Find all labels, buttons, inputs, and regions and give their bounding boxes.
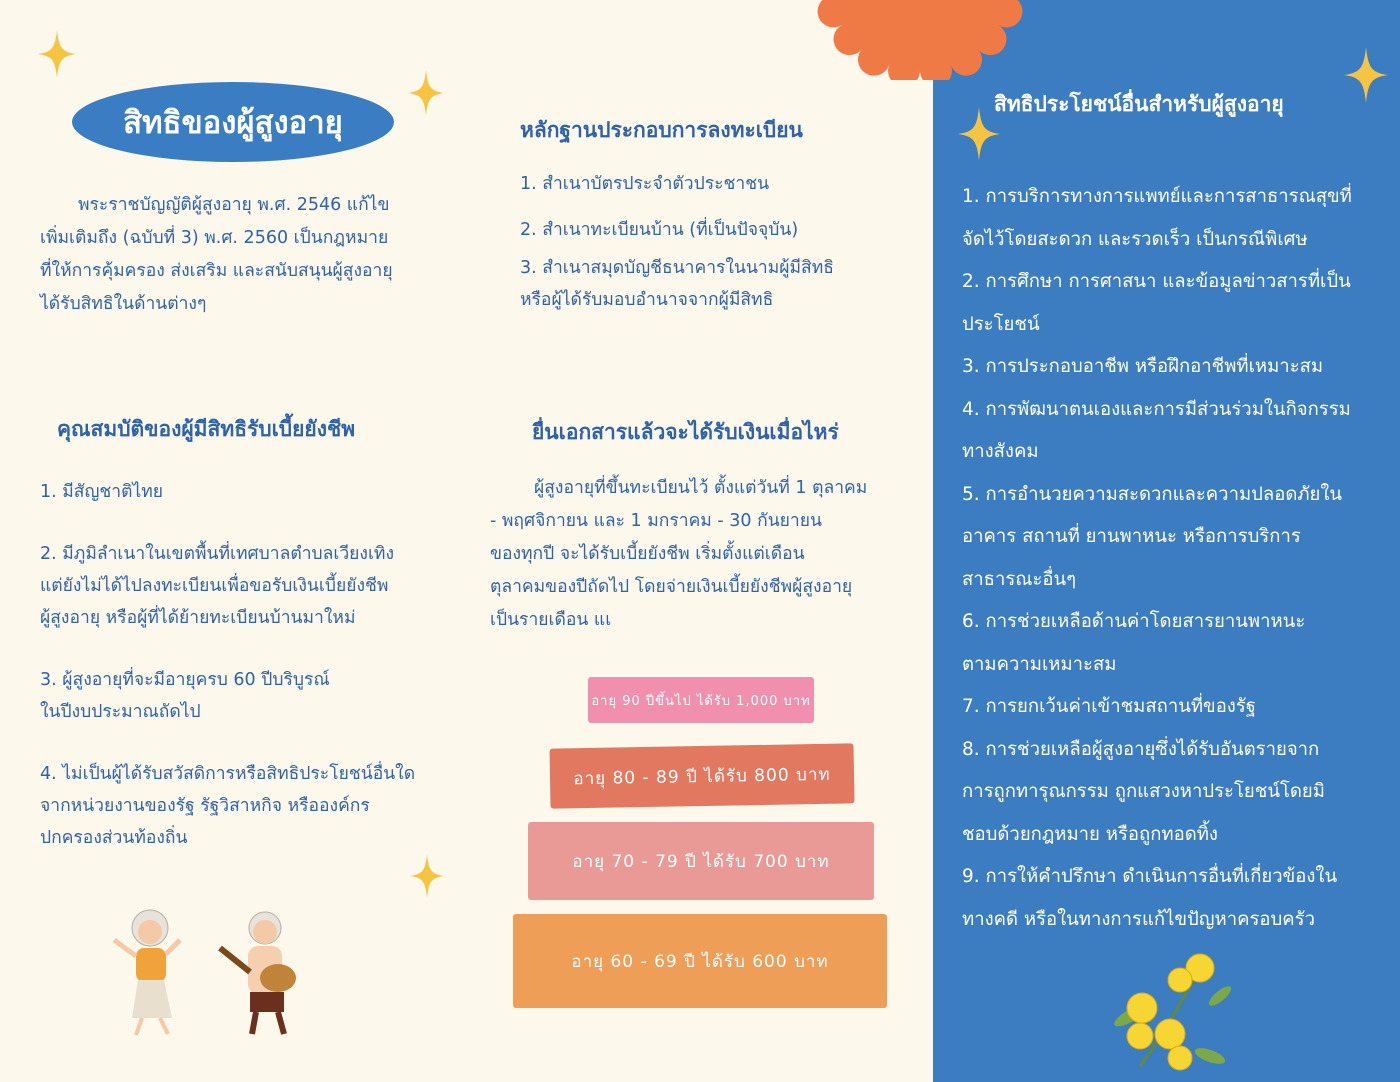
sun-decoration — [800, 0, 1040, 80]
list-item — [40, 538, 450, 634]
list-item-line: 1. สำเนาบัตรประจำตัวประชาชน — [520, 174, 770, 194]
list-item-line: ในปีงบประมาณถัดไป — [40, 702, 201, 722]
list-item-line: 3. สำเนาสมุดบัญชีธนาคารในนามผู้มีสิทธิ — [520, 258, 834, 278]
qualifications-list — [40, 476, 450, 854]
list-item-line: แต่ยังไม่ได้ไปลงทะเบียนเพื่อขอรับเงินเบี้ยยังชีพ — [40, 576, 389, 596]
paragraph-line: ผู้สูงอายุที่ขึ้นทะเบียนไว้ ตั้งแต่วันที่ 1 ตุลาคม — [534, 478, 868, 498]
list-item-line: ตามความเหมาะสม — [962, 653, 1117, 675]
sparkle-star-icon — [410, 852, 444, 900]
list-item — [962, 176, 1392, 261]
list-item-line: 9. การให้คำปรึกษา ดำเนินการอื่นที่เกี่ยวข้องใน — [962, 866, 1338, 887]
list-item-line: 2. การศึกษา การศาสนา และข้อมูลข่าวสารที่เป็น — [962, 271, 1351, 292]
list-item — [962, 601, 1392, 686]
yellow-flower-illustration — [1110, 946, 1240, 1076]
list-item — [962, 346, 1392, 389]
sun-ray — [834, 23, 866, 55]
intro-paragraph — [40, 189, 440, 321]
list-item-line: 2. มีภูมิลำเนาในเขตพื้นที่เทศบาลตำบลเวียงเทิง — [40, 544, 395, 564]
list-item — [962, 389, 1392, 474]
list-item-line: ทางคดี หรือในทางการแก้ไขปัญหาครอบครัว — [962, 908, 1315, 930]
list-item-line: ผู้สูงอายุ หรือผู้ที่ได้ย้ายทะเบียนบ้านมาใหม่ — [40, 608, 356, 628]
list-item-line: การถูกทารุณกรรม ถูกแสวงหาประโยชน์โดยมิ — [962, 781, 1325, 802]
sun-ray — [950, 44, 982, 76]
paragraph-line: เป็นรายเดือน แเ — [490, 610, 612, 630]
list-item-line: สาธารณะอื่นๆ — [962, 568, 1077, 590]
intro-line: พระราชบัญญัติผู้สูงอายุ พ.ศ. 2546 แก้ไข — [78, 195, 390, 215]
list-item-line: จากหน่วยงานของรัฐ รัฐวิสาหกิจ หรือองค์กร — [40, 796, 370, 816]
list-item-line: 4. การพัฒนาตนเองและการมีส่วนร่วมในกิจกรรม — [962, 398, 1351, 420]
tier-bar-90-plus: อายุ 90 ปีขึ้นไป ได้รับ 1,000 บาท — [588, 677, 814, 723]
list-item — [962, 856, 1392, 941]
tier-bar-80-89: อายุ 80 - 89 ปี ได้รับ 800 บาท — [549, 743, 854, 808]
sparkle-star-icon — [1344, 44, 1388, 106]
list-item-line: 6. การช่วยเหลือด้านค่าโดยสารยานพาหนะ — [962, 611, 1306, 632]
list-item-line: 3. ผู้สูงอายุที่จะมีอายุครบ 60 ปีบริบูรณ์ — [40, 670, 330, 690]
list-item — [40, 758, 450, 854]
list-item — [40, 476, 450, 508]
elderly-couple-illustration — [100, 900, 310, 1040]
list-item-line: 3. การประกอบอาชีพ หรือฝึกอาชีพที่เหมาะสม — [962, 356, 1324, 377]
list-item-line: 7. การยกเว้นค่าเข้าชมสถานที่ของรัฐ — [962, 696, 1256, 717]
payment-timing-heading: ยื่นเอกสารแล้วจะได้รับเงินเมื่อไหร่ — [532, 420, 839, 444]
list-item — [962, 686, 1392, 729]
list-item-line: ปกครองส่วนท้องถิ่น — [40, 828, 188, 848]
page-title: สิทธิของผู้สูงอายุ — [72, 82, 394, 162]
tier-bar-70-79: อายุ 70 - 79 ปี ได้รับ 700 บาท — [528, 822, 874, 900]
qualifications-heading: คุณสมบัติของผู้มีสิทธิรับเบี้ยยังชีพ — [57, 417, 356, 441]
paragraph-line: ของทุกปี จะได้รับเบี้ยยังชีพ เริ่มตั้งแต่เดือน — [490, 544, 805, 564]
payment-timing-paragraph — [490, 472, 900, 637]
documents-heading: หลักฐานประกอบการลงทะเบียน — [520, 118, 803, 142]
intro-line: ได้รับสิทธิในด้านต่างๆ — [40, 294, 207, 314]
documents-list — [520, 168, 920, 316]
list-item-line: 5. การอำนวยความสะดวกและความปลอดภัยใน — [962, 483, 1343, 505]
benefits-list — [962, 176, 1392, 941]
list-item-line: อาคาร สถานที่ ยานพาหนะ หรือการบริการ — [962, 526, 1301, 547]
list-item-line: ประโยชน์ — [962, 313, 1040, 335]
list-item — [962, 474, 1392, 602]
list-item — [962, 729, 1392, 857]
paragraph-line: - พฤศจิกายน และ 1 มกราคม - 30 กันยายน — [490, 511, 822, 531]
sparkle-star-icon — [38, 30, 76, 78]
list-item-line: หรือผู้ได้รับมอบอำนาจจากผู้มีสิทธิ — [520, 290, 774, 310]
list-item-line: ชอบด้วยกฎหมาย หรือถูกทอดทิ้ง — [962, 823, 1218, 845]
list-item-line: 2. สำเนาทะเบียนบ้าน (ที่เป็นปัจจุบัน) — [520, 220, 799, 240]
tier-bar-60-69: อายุ 60 - 69 ปี ได้รับ 600 บาท — [513, 914, 887, 1008]
intro-line: เพิ่มเติมถึง (ฉบับที่ 3) พ.ศ. 2560 เป็นกฎหมาย — [40, 228, 389, 248]
list-item-line: 1. มีสัญชาติไทย — [40, 482, 164, 502]
list-item — [520, 252, 920, 316]
list-item-line: 1. การบริการทางการแพทย์และการสาธารณสุขที่ — [962, 186, 1352, 207]
list-item — [40, 664, 450, 728]
list-item-line: จัดไว้โดยสะดวก และรวดเร็ว เป็นกรณีพิเศษ — [962, 228, 1308, 250]
list-item — [962, 261, 1392, 346]
sparkle-star-icon — [408, 68, 444, 118]
list-item-line: 4. ไม่เป็นผู้ได้รับสวัสดิการหรือสิทธิประโยชน์อื่นใด — [40, 764, 416, 784]
benefits-heading: สิทธิประโยชน์อื่นสำหรับผู้สูงอายุ — [994, 92, 1284, 116]
list-item-line: 8. การช่วยเหลือผู้สูงอายุซึ่งได้รับอันตรายจาก — [962, 738, 1320, 760]
list-item — [520, 168, 920, 200]
list-item-line: ทางสังคม — [962, 441, 1039, 462]
paragraph-line: ตุลาคมของปีถัดไป โดยจ่ายเงินเบี้ยยังชีพผู้สูงอายุ — [490, 577, 853, 597]
list-item — [520, 214, 920, 246]
sun-ray — [858, 44, 890, 76]
intro-line: ที่ให้การคุ้มครอง ส่งเสริม และสนับสนุนผู้สูงอายุ — [40, 261, 393, 281]
sun-ray — [974, 23, 1006, 55]
